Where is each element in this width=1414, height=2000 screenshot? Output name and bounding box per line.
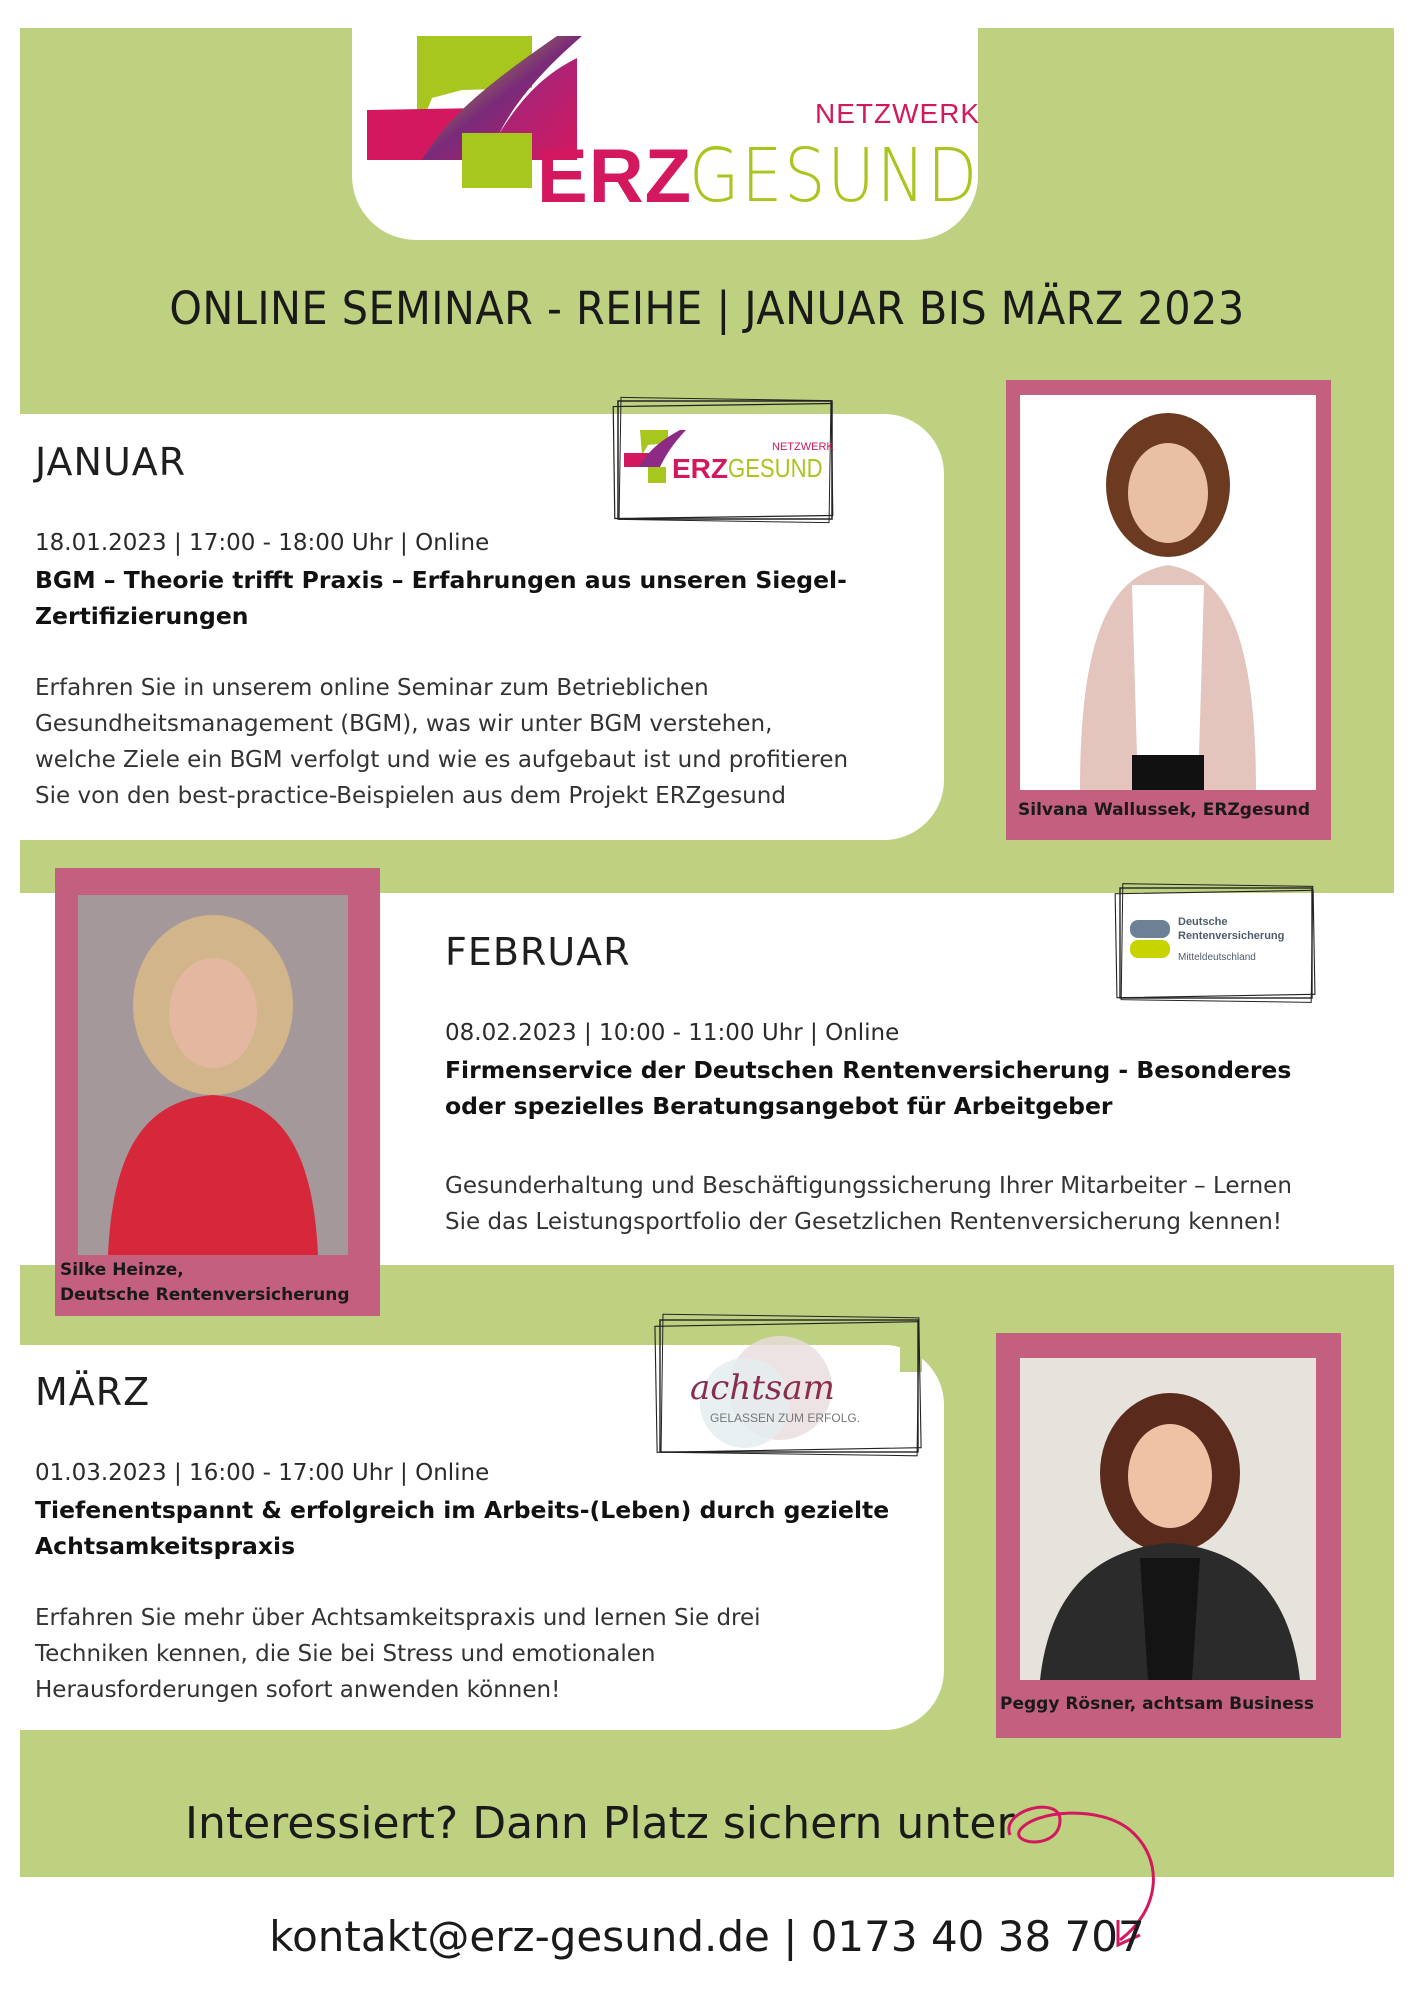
- february-title-line: oder spezielles Beratungsangebot für Arbeitgeber: [445, 1092, 1113, 1120]
- month-february: FEBRUAR: [445, 930, 631, 974]
- january-desc-line: welche Ziele ein BGM verfolgt und wie es aufgebaut ist und profitieren: [35, 747, 849, 773]
- march-title-line: Achtsamkeitspraxis: [35, 1532, 296, 1560]
- january-desc-line: Gesundheitsmanagement (BGM), was wir unter BGM verstehen,: [35, 711, 773, 737]
- month-march: MÄRZ: [35, 1370, 151, 1414]
- march-desc-line: Techniken kennen, die Sie bei Stress und emotionalen: [35, 1641, 656, 1667]
- jan-sponsor-gesund: GESUND: [728, 453, 823, 483]
- february-title: [445, 1052, 1365, 1124]
- person-silhouette-icon: [1020, 395, 1316, 790]
- february-panel-extend: [1380, 893, 1394, 1265]
- february-speaker-photo: [78, 895, 348, 1255]
- january-speaker-caption: Silvana Wallussek, ERZgesund: [1018, 800, 1310, 820]
- january-title-line: BGM – Theorie trifft Praxis – Erfahrungen aus unseren Siegel-: [35, 566, 847, 594]
- january-sponsor-logo: [610, 395, 840, 527]
- february-date: 08.02.2023 | 10:00 - 11:00 Uhr | Online: [445, 1020, 900, 1046]
- march-desc-line: Erfahren Sie mehr über Achtsamkeitspraxis und lernen Sie drei: [35, 1605, 761, 1631]
- sketch-frame-icon: [1112, 880, 1320, 1005]
- logo-gesund-text: GESUND: [689, 133, 980, 219]
- march-desc-line: Herausforderungen sofort anwenden können!: [35, 1677, 561, 1703]
- january-date: 18.01.2023 | 17:00 - 18:00 Uhr | Online: [35, 530, 490, 556]
- february-speaker-line: Deutsche Rentenversicherung: [60, 1285, 350, 1305]
- march-sponsor-logo: [650, 1308, 930, 1463]
- january-desc-line: Erfahren Sie in unserem online Seminar zum Betrieblichen: [35, 675, 709, 701]
- person-silhouette-icon: [1020, 1358, 1316, 1680]
- january-description: [35, 670, 915, 814]
- cta-text: Interessiert? Dann Platz sichern unter: [185, 1798, 1015, 1849]
- february-desc-line: Gesunderhaltung und Beschäftigungssicherung Ihrer Mitarbeiter – Lernen: [445, 1173, 1292, 1199]
- march-date: 01.03.2023 | 16:00 - 17:00 Uhr | Online: [35, 1460, 490, 1486]
- logo-netzwerk-text: NETZWERK: [815, 98, 981, 129]
- drv-line3: Mitteldeutschland: [1178, 952, 1256, 963]
- february-speaker-caption: [60, 1258, 350, 1308]
- month-january: JANUAR: [35, 440, 187, 484]
- february-title-line: Firmenservice der Deutschen Rentenversicherung - Besonderes: [445, 1056, 1292, 1084]
- january-speaker-photo: [1020, 395, 1316, 790]
- achtsam-script: achtsam: [690, 1368, 835, 1408]
- drv-line2: Rentenversicherung: [1178, 930, 1285, 942]
- march-title-line: Tiefenentspannt & erfolgreich im Arbeits-(Leben) durch gezielte: [35, 1496, 890, 1524]
- january-desc-line: Sie von den best-practice-Beispielen aus dem Projekt ERZgesund: [35, 783, 786, 809]
- january-title: [35, 562, 895, 634]
- march-speaker-caption: Peggy Rösner, achtsam Business: [1000, 1694, 1314, 1714]
- logo-erz-text: ERZ: [537, 134, 692, 219]
- february-speaker-line: Silke Heinze,: [60, 1260, 184, 1280]
- february-description: [445, 1168, 1375, 1240]
- person-silhouette-icon: [78, 895, 348, 1255]
- drv-line1: Deutsche: [1178, 916, 1228, 928]
- achtsam-tagline: GELASSEN ZUM ERFOLG.: [710, 1411, 861, 1425]
- january-title-line: Zertifizierungen: [35, 602, 249, 630]
- page-headline: ONLINE SEMINAR - REIHE | JANUAR BIS MÄRZ 2023: [169, 282, 1245, 335]
- brand-logo: [352, 28, 981, 240]
- february-desc-line: Sie das Leistungsportfolio der Gesetzlichen Rentenversicherung kennen!: [445, 1209, 1283, 1235]
- jan-sponsor-erz: ERZ: [672, 453, 728, 484]
- march-speaker-photo: [1020, 1358, 1316, 1680]
- contact-line: kontakt@erz-gesund.de | 0173 40 38 707: [269, 1912, 1145, 1961]
- jan-sponsor-netzwerk: NETZWERK: [772, 441, 834, 453]
- february-sponsor-logo: [1112, 880, 1320, 1005]
- march-title: [35, 1492, 915, 1564]
- march-description: [35, 1600, 915, 1708]
